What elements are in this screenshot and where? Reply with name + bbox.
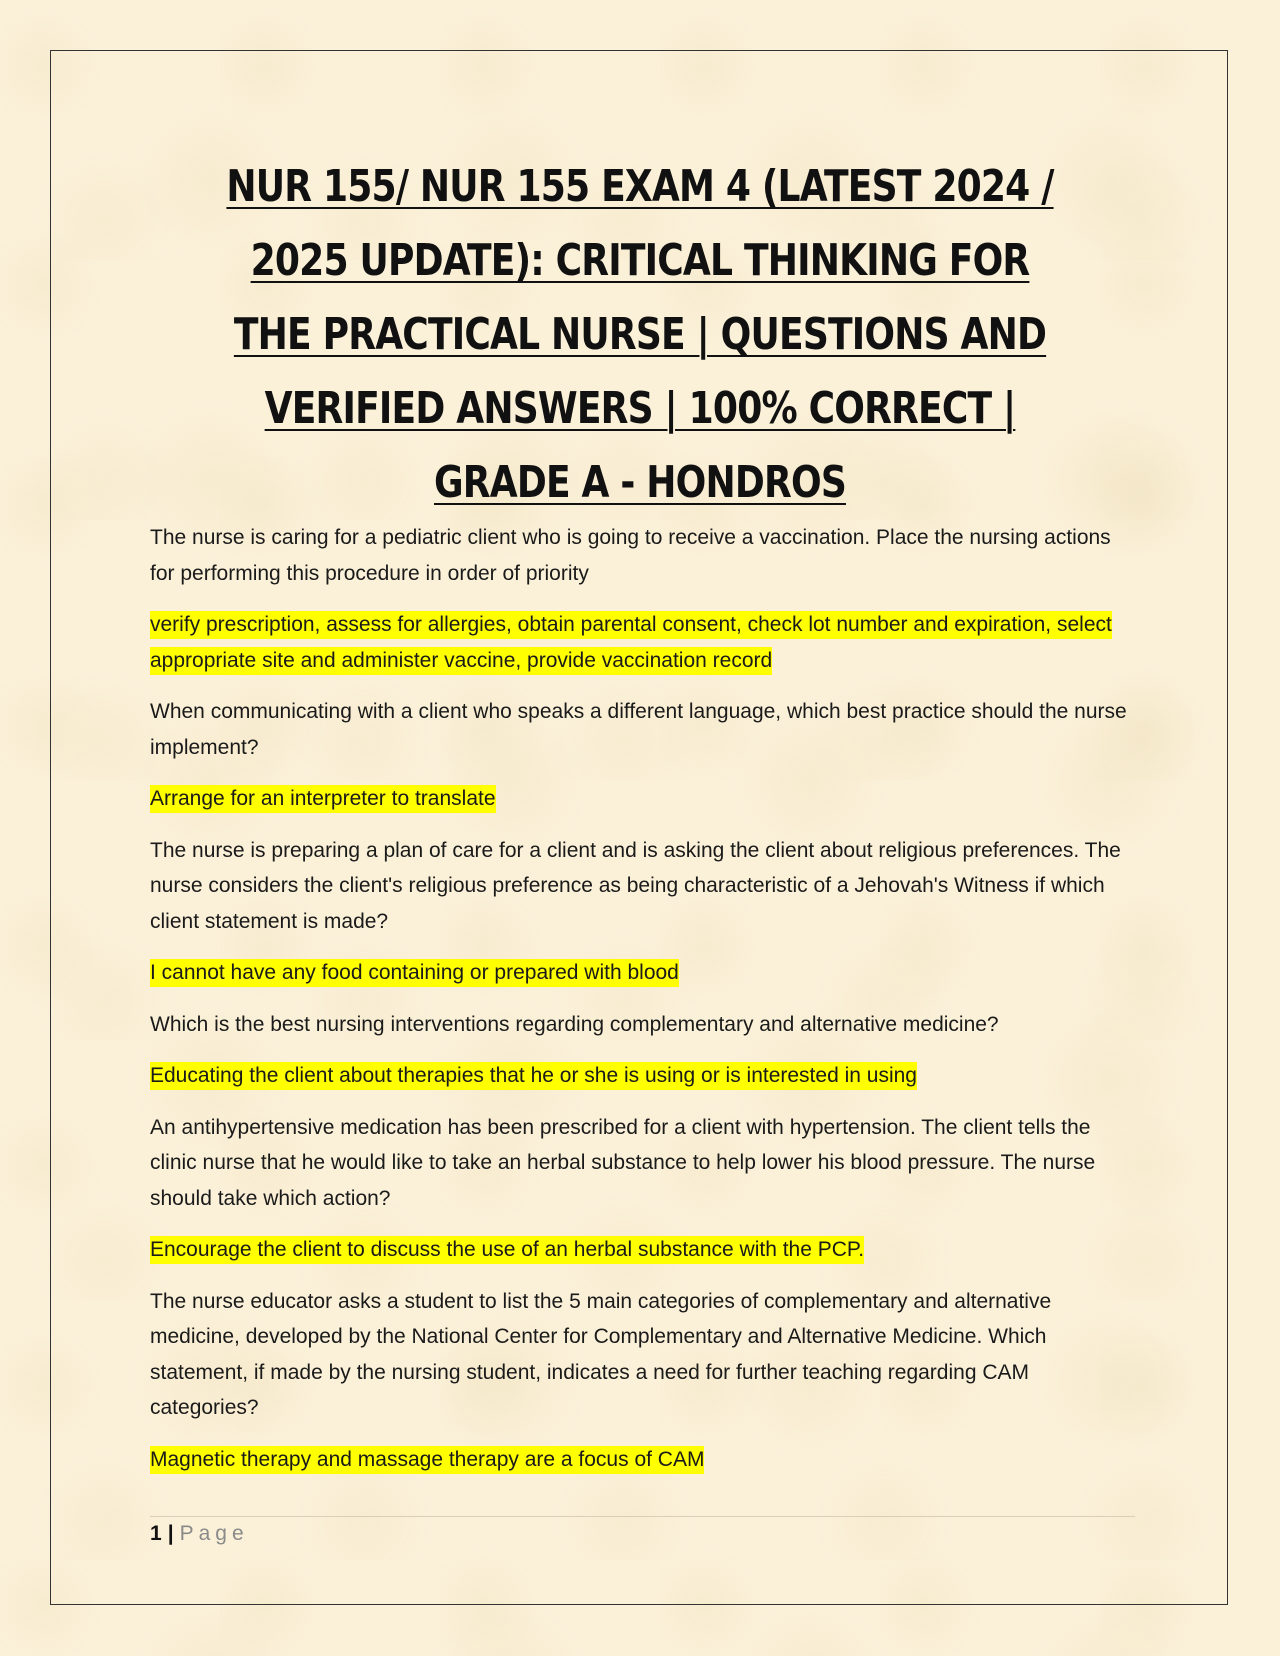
qa-content: [150, 520, 1140, 1493]
document-title-text: NUR 155/ NUR 155 EXAM 4 (LATEST 2024 / 2025 UPDATE): CRITICAL THINKING FOR THE PRACTICAL NURSE | QUESTIONS AND VERIFIED ANSWERS | 100% CORRECT | GRADE A - HONDROS: [226, 161, 1054, 508]
page-number: 1: [150, 1522, 162, 1545]
document-title: [214, 150, 1067, 520]
footer-divider: [150, 1516, 1135, 1517]
question-1: The nurse is caring for a pediatric client who is going to receive a vaccination. Place the nursing actions for performing this procedure in order of priority: [150, 526, 1111, 585]
answer-6: [150, 1442, 1140, 1478]
question-5: An antihypertensive medication has been prescribed for a client with hypertension. The client tells the clinic nurse that he would like to take an herbal substance to help lower his blood pressure. The nurse should take which action?: [150, 1115, 1096, 1210]
question-2: When communicating with a client who speaks a different language, which best practice should the nurse implement?: [150, 700, 1127, 759]
page-footer: [150, 1522, 249, 1546]
question-6: The nurse educator asks a student to list the 5 main categories of complementary and alternative medicine, developed by the National Center for Complementary and Alternative Medicine. Which statement, if made by the nursing student, indicates a need for further teaching regarding CAM categories?: [150, 1289, 1052, 1419]
answer-4: [150, 1058, 1140, 1094]
answer-1: [150, 607, 1140, 678]
answer-5: [150, 1232, 1140, 1268]
answer-2-highlight: Arrange for an interpreter to translate: [150, 785, 496, 813]
answer-2: [150, 781, 1140, 817]
page-label: Page: [179, 1522, 249, 1545]
footer-separator: |: [167, 1522, 174, 1545]
question-3: The nurse is preparing a plan of care for a client and is asking the client about religious preferences. The nurse considers the client's religious preference as being characteristic of a Jehovah's Witness if which client statement is made?: [150, 838, 1121, 933]
question-4: Which is the best nursing interventions regarding complementary and alternative medicine?: [150, 1012, 999, 1036]
answer-3-highlight: I cannot have any food containing or prepared with blood: [150, 959, 679, 987]
answer-5-highlight: Encourage the client to discuss the use of an herbal substance with the PCP.: [150, 1236, 864, 1264]
answer-4-highlight: Educating the client about therapies that he or she is using or is interested in using: [150, 1062, 917, 1090]
answer-1-highlight: verify prescription, assess for allergies, obtain parental consent, check lot number and expiration, select appropriate site and administer vaccine, provide vaccination record: [150, 611, 1112, 675]
answer-3: [150, 955, 1140, 991]
answer-6-highlight: Magnetic therapy and massage therapy are a focus of CAM: [150, 1446, 704, 1474]
